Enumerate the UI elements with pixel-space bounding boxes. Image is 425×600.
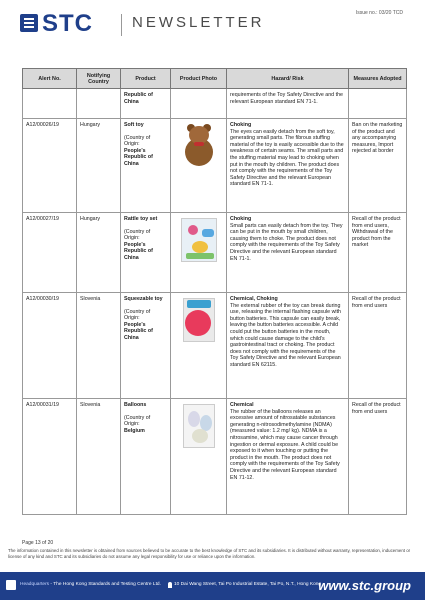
hazard-text: The rubber of the balloons releases an excessive amount of nitrosatable substances generating n-nitrosodimethylamine (NDMA)(measured value: 1.2 mg/ kg). NDMA is a nitrosamine, which may cause cancer through ingestion or dermal exposure. A child could be exposed to it when touching or putting the product in the mouth. The product does not comply with the requirements of the Toy Safety Directive and the relevant European standard EN 71-12. [230,408,340,481]
hazard-title: Choking [230,216,252,222]
headquarters-text [20,582,161,587]
product-cell [121,399,171,515]
headquarters-label: Headquarters [20,582,50,587]
product-origin: Republic of China [121,89,171,119]
origin-label: (Country of Origin: [124,414,151,428]
headquarters-icon [6,580,16,590]
origin-country: People's Republic of China [124,321,153,341]
hazard-cell [227,293,349,399]
measures-adopted: Recall of the product from end users [349,293,407,399]
location-pin-icon [168,582,172,588]
measures-adopted: Recall of the product from end users [349,399,407,515]
soft-toy-bear-image [177,124,221,168]
col-header-country: Notifying Country [77,69,121,89]
table-row [23,119,407,213]
product-name: Rattle toy set [124,216,158,222]
address-text: 10 Dai Wang Street, Tai Po Industrial Estate, Tai Po, N.T., Hong Kong [174,582,322,587]
product-photo [171,399,227,515]
rattle-toy-set-image [177,218,221,262]
alert-number: A12/00031/19 [23,399,77,515]
col-header-product: Product [121,69,171,89]
website-link[interactable]: www.stc.group [318,578,411,593]
col-header-alert: Alert No. [23,69,77,89]
product-name: Soft toy [124,122,144,128]
squeezable-toy-image [177,298,221,342]
page-number: Page 13 of 20 [22,540,54,546]
header-divider [121,14,122,36]
origin-label: (Country of Origin: [124,308,151,322]
origin-country: People's Republic of China [124,147,153,167]
measures-adopted: Recall of the product from end users, Withdrawal of the product from the market [349,213,407,293]
hazard-text: Small parts can easily detach from the toy. They can be put in the mouth by small children, causing them to choke. The product does not comply with the requirements of the Toy Safety Directive and the relevant European standard EN 71-1. [230,222,343,262]
col-header-hazard: Hazard/ Risk [227,69,349,89]
hazard-title: Chemical [230,402,254,408]
product-photo [171,293,227,399]
table-header-row [23,69,407,89]
hazard-title: Choking [230,122,252,128]
newsletter-header [0,0,425,46]
footer-bar [0,572,425,600]
table-row [23,213,407,293]
product-cell [121,213,171,293]
product-photo [171,119,227,213]
hazard-cell [227,213,349,293]
notifying-country: Slovenia [77,293,121,399]
notifying-country: Hungary [77,213,121,293]
alert-number: A12/00026/19 [23,119,77,213]
measures-adopted: Ban on the marketing of the product and any accompanying measures, Import rejected at border [349,119,407,213]
hazard-text: The eyes can easily detach from the soft toy, generating small parts. The fibrous stuffing material of the toy is easily accessible due to the weakness of certain seams. The small parts and the stuffing material may lead to choking when put in the mouth by children. The product does not comply with the requirements of the Toy Safety Directive and the relevant European standard EN 71-1. [230,128,344,188]
hazard-cell [227,399,349,515]
disclaimer-text: The information contained in this newsletter is obtained from sources believed to be accurate to the best knowledge of STC and its subsidiaries. It is distributed without warranty, representation, inducement or license of any kind and STC and its subsidiaries do not assume any legal responsibility for use or reliance upon the information. [8,548,411,559]
origin-label: (Country of Origin: [124,134,151,148]
product-photo [171,213,227,293]
table-row [23,399,407,515]
newsletter-title: NEWSLETTER [132,14,265,31]
col-header-measures: Measures Adopted [349,69,407,89]
notifying-country: Hungary [77,119,121,213]
table-row [23,293,407,399]
hazard-text: The external rubber of the toy can break during use, releasing the internal flashing capsule with button batteries. This capsule can easily break, leaving the button batteries accessible. A child could put the button batteries in the mouth, which could cause damage to the child's gastrointestinal tract or choking. The product does not comply with the requirements of the Toy Safety Directive and the relevant European standard EN 62115. [230,302,342,368]
table-row-continued [23,89,407,119]
origin-country: Belgium [124,427,145,434]
issue-number: Issue no.: 03/20 TCD [355,10,403,16]
product-name: Balloons [124,402,147,408]
product-cell [121,293,171,399]
alert-number: A12/00030/19 [23,293,77,399]
hazard-cell [227,119,349,213]
hazard-title: Chemical, Choking [230,296,278,302]
product-name: Squeezable toy [124,296,163,302]
product-cell [121,119,171,213]
origin-label: (Country of Origin: [124,228,151,242]
alerts-table [22,68,407,515]
hazard-text: requirements of the Toy Safety Directive and the relevant European standard EN 71-1. [227,89,349,119]
headquarters-name: - The Hong Kong Standards and Testing Centre Ltd. [49,582,161,587]
balloons-image [177,404,221,448]
stc-logo-text: STC [42,10,93,37]
alert-number: A12/00027/19 [23,213,77,293]
notifying-country: Slovenia [77,399,121,515]
col-header-photo: Product Photo [171,69,227,89]
stc-logo-icon [20,14,38,32]
origin-country: People's Republic of China [124,241,153,261]
